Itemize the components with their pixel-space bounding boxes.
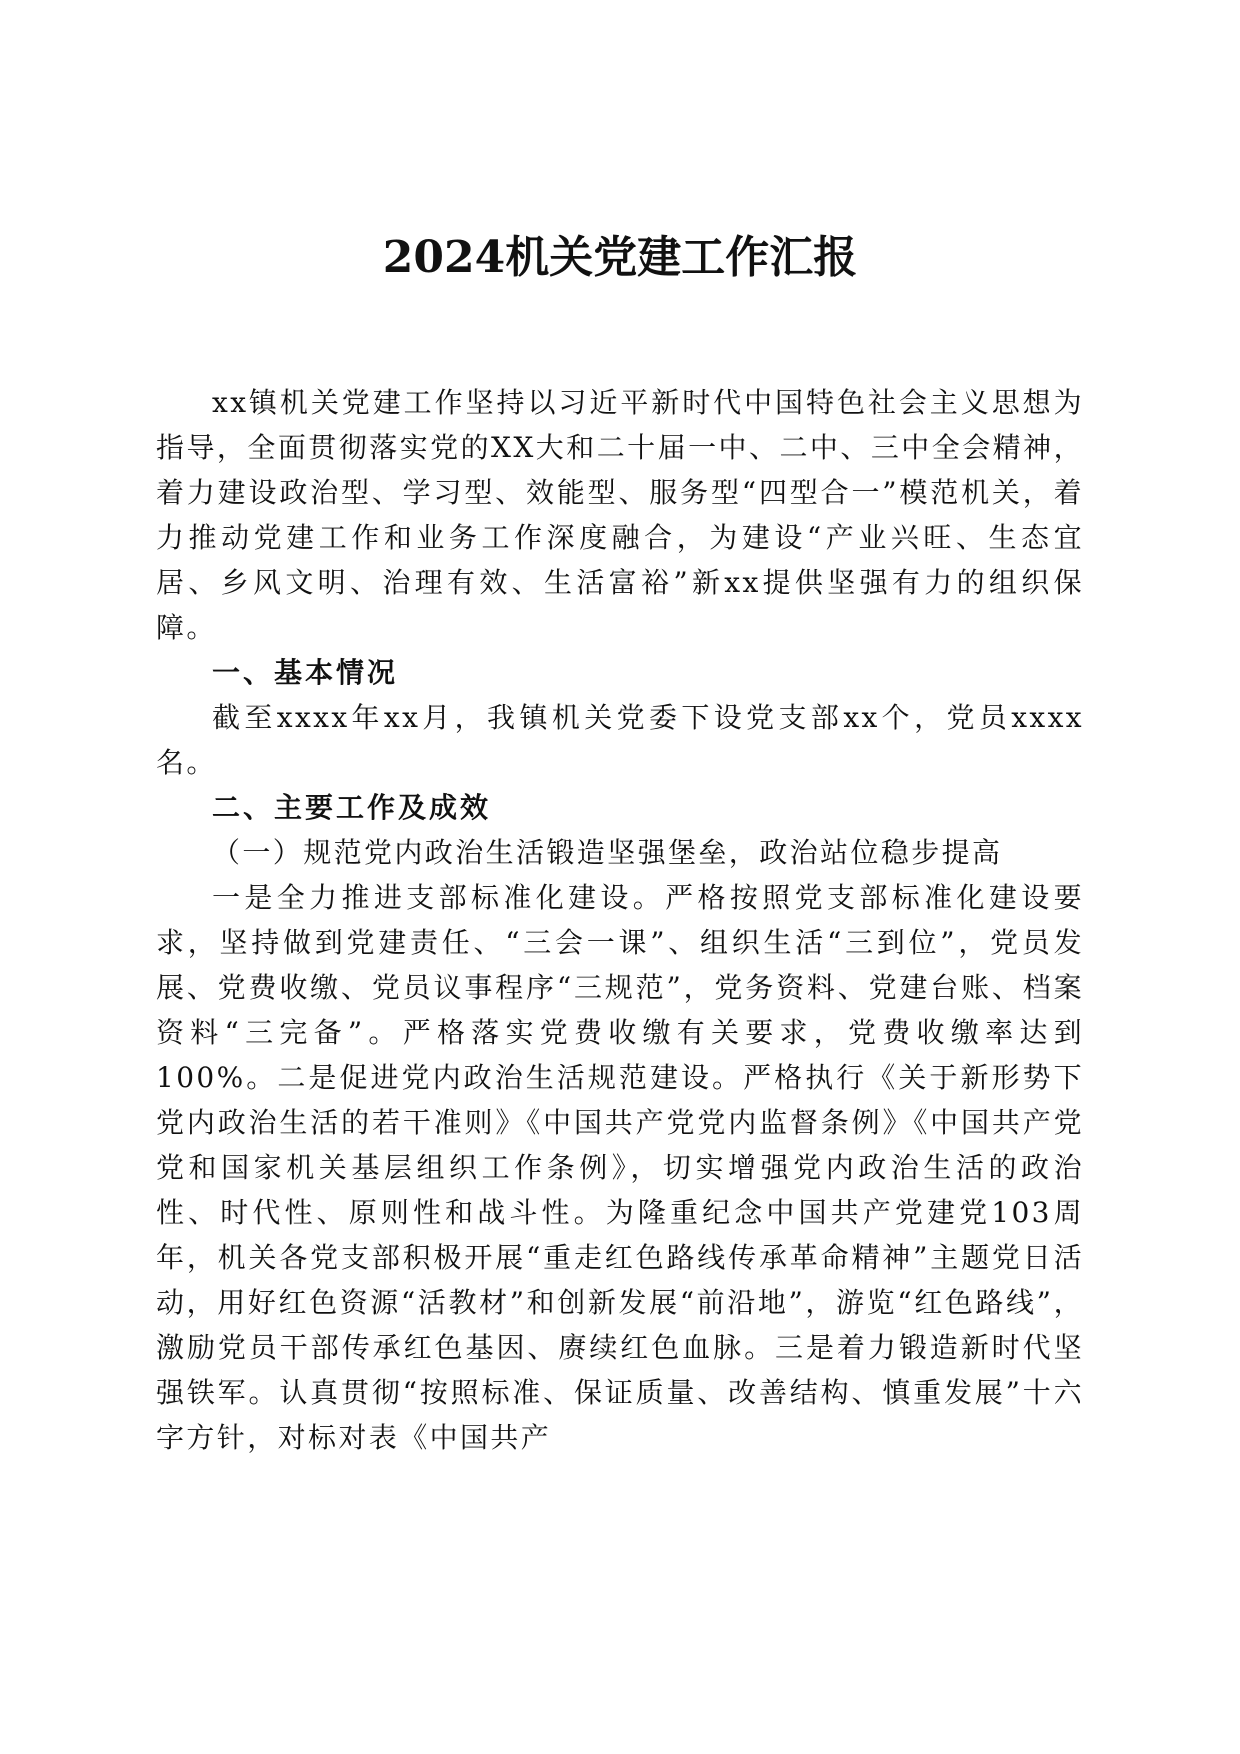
political-life-paragraph: 一是全力推进支部标准化建设。严格按照党支部标准化建设要求，坚持做到党建责任、“三会一课”、组织生活“三到位”，党员发展、党费收缴、党员议事程序“三规范”，党务资料、党建台账、档案资料“三完备”。严格落实党费收缴有关要求，党费收缴率达到100%。二是促进党内政治生活规范建设。严格执行《关于新形势下党内政治生活的若干准则》《中国共产党党内监督条例》《中国共产党党和国家机关基层组织工作条例》，切实增强党内政治生活的政治性、时代性、原则性和战斗性。为隆重纪念中国共产党建党103周年，机关各党支部积极开展“重走红色路线传承革命精神”主题党日活动，用好红色资源“活教材”和创新发展“前沿地”，游览“红色路线”，激励党员干部传承红色基因、赓续红色血脉。三是着力锻造新时代坚强铁军。认真贯彻“按照标准、保证质量、改善结构、慎重发展”十六字方针，对标对表《中国共产 xyxy=(156,881,1084,1454)
document-body xyxy=(156,380,1084,1460)
subsection-heading-political-life: （一）规范党内政治生活锻造坚强堡垒，政治站位稳步提高 xyxy=(212,836,1003,869)
section-heading-main-work: 二、主要工作及成效 xyxy=(212,791,492,824)
section-heading-basic-situation: 一、基本情况 xyxy=(212,656,399,689)
document-title: 2024机关党建工作汇报 xyxy=(382,232,858,283)
intro-paragraph: xx镇机关党建工作坚持以习近平新时代中国特色社会主义思想为指导，全面贯彻落实党的XX大和二十届一中、二中、三中全会精神，着力建设政治型、学习型、效能型、服务型“四型合一”模范机关，着力推动党建工作和业务工作深度融合，为建设“产业兴旺、生态宜居、乡风文明、治理有效、生活富裕”新xx提供坚强有力的组织保障。 xyxy=(156,386,1084,644)
basic-situation-paragraph: 截至xxxx年xx月，我镇机关党委下设党支部xx个，党员xxxx名。 xyxy=(156,701,1084,779)
